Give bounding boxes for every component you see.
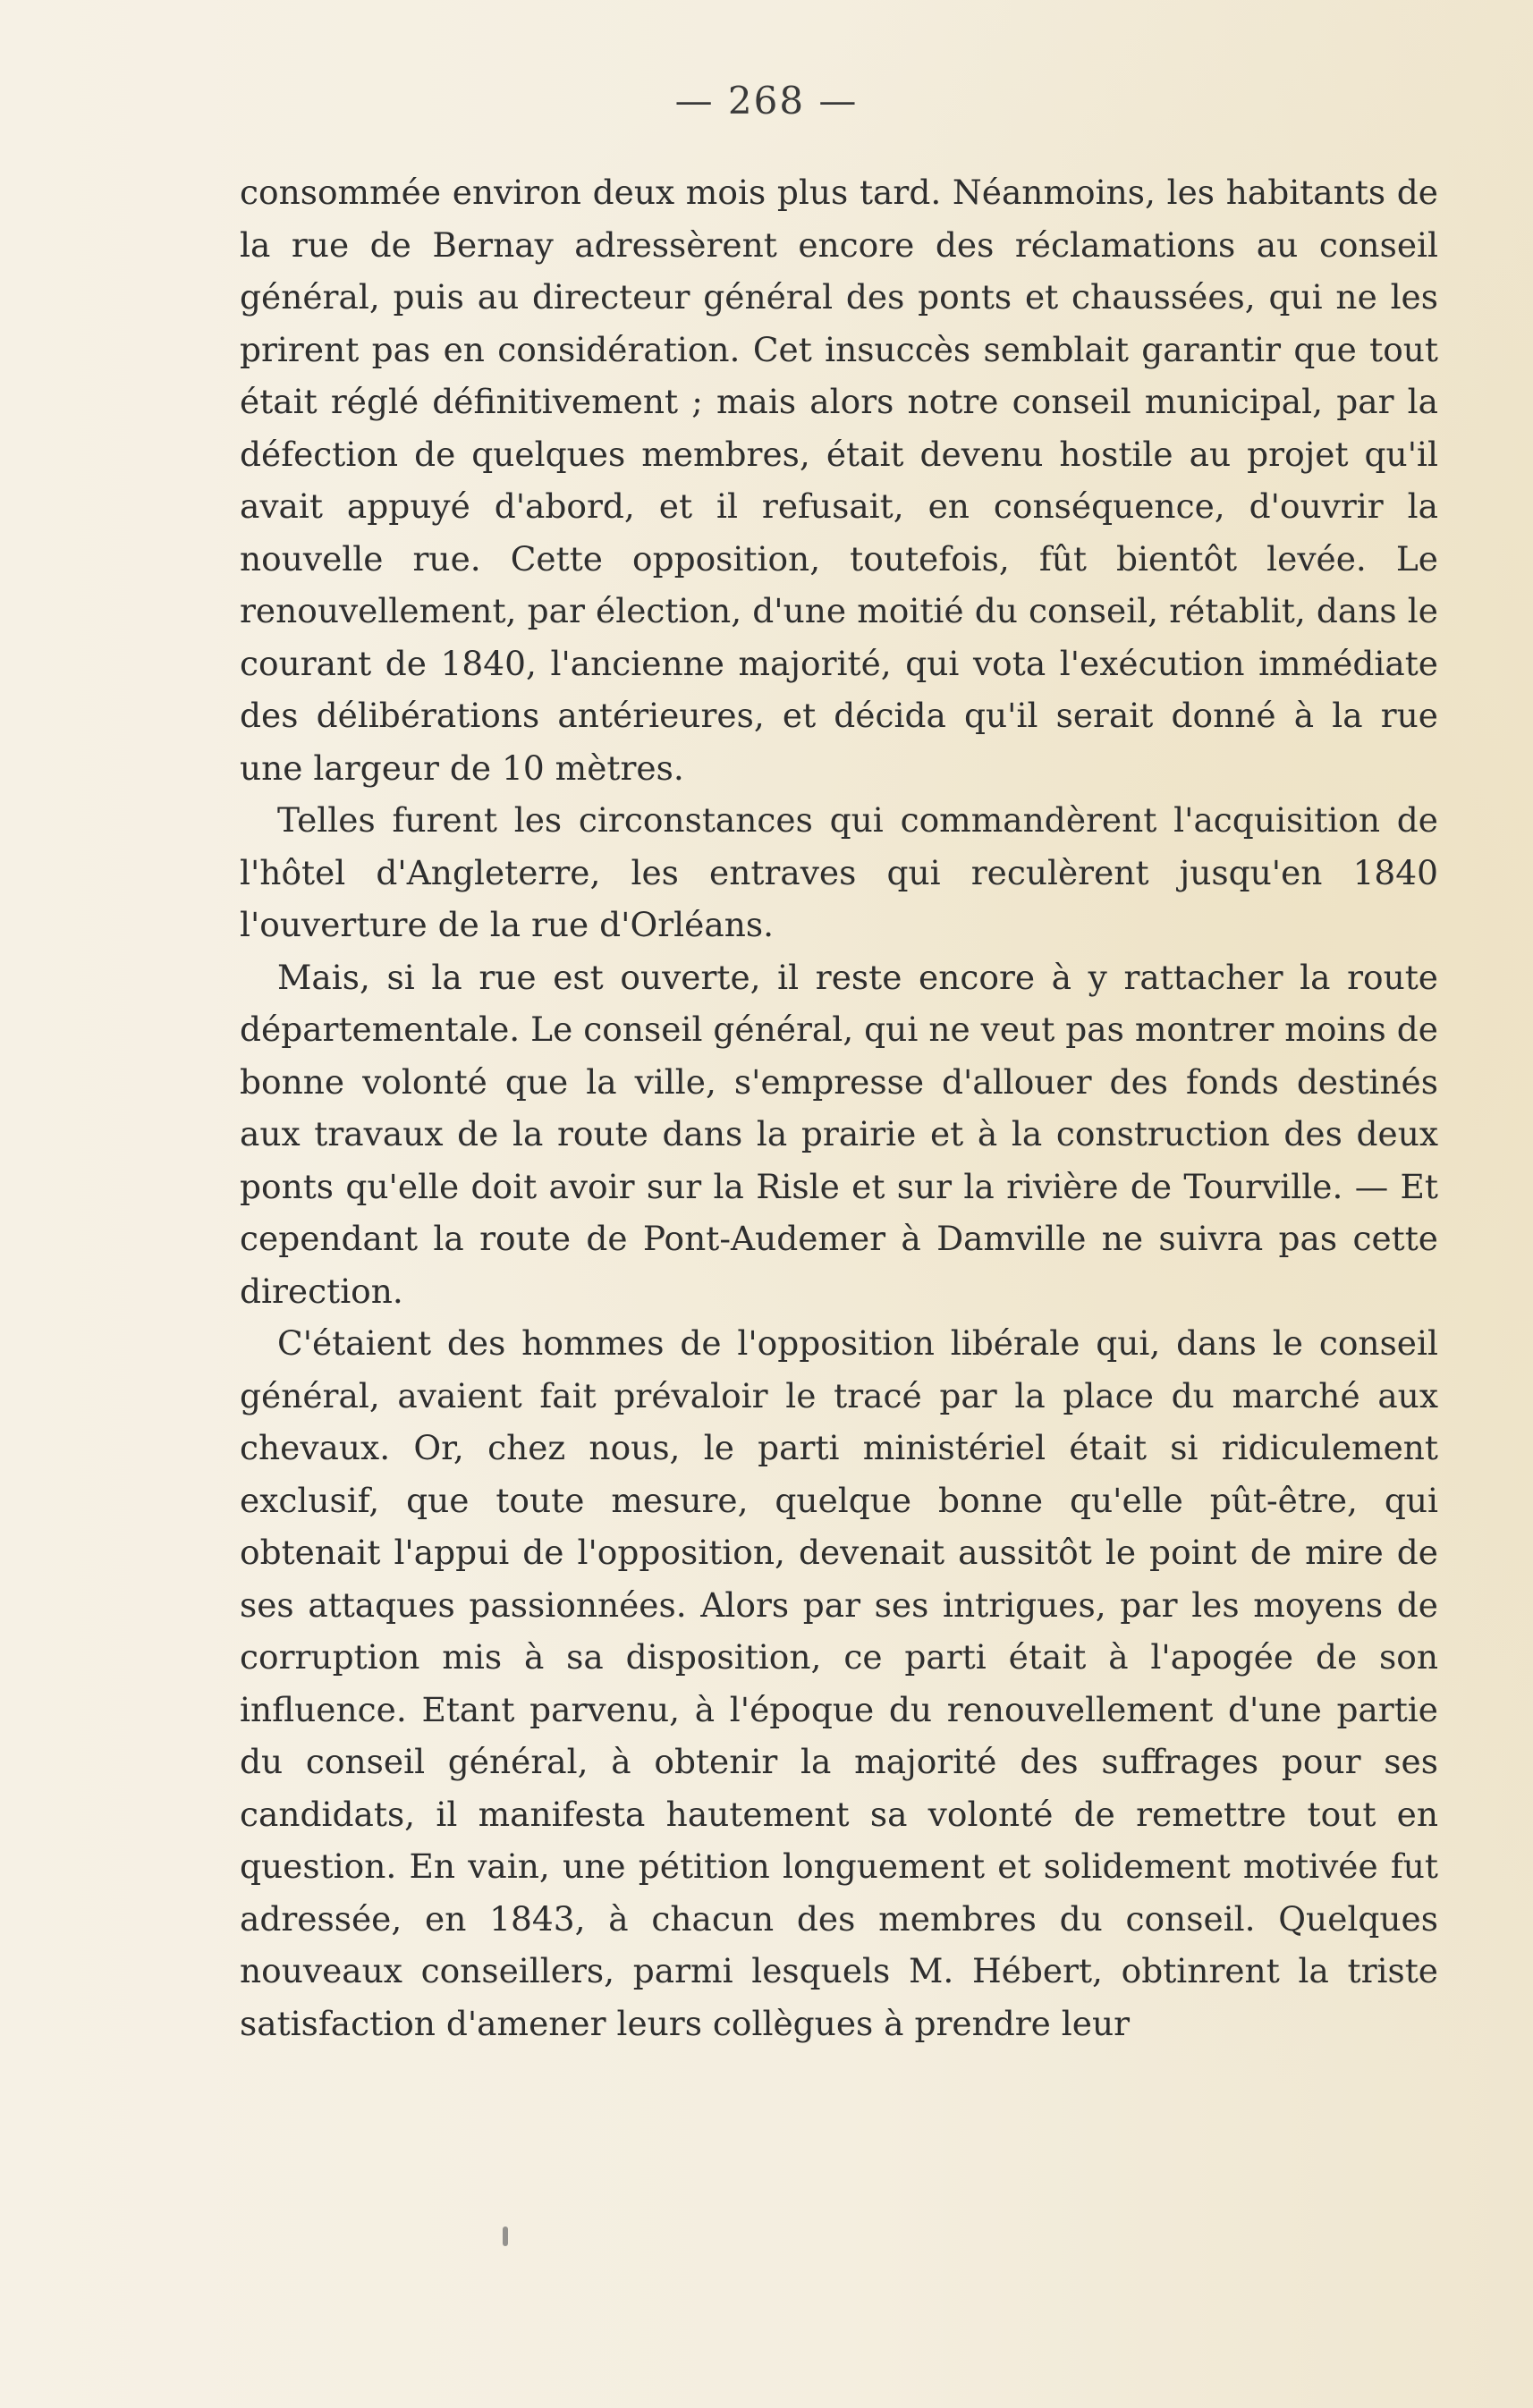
body-text [240, 166, 1438, 2049]
page-number: — 268 — [674, 79, 859, 123]
paragraph-3: Mais, si la rue est ouverte, il reste encore à y rattacher la route départementale. Le conseil général, qui ne veut pas montrer moins de bonne volonté que la ville, s'empresse d'allouer des fonds destinés aux travaux de la route dans la prairie et à la construction des deux ponts qu'elle doit avoir sur la Risle et sur la rivière de Tourville. — Et cependant la route de Pont-Audemer à Damville ne suivra pas cette direction. [240, 957, 1438, 1311]
ink-mark [503, 2226, 508, 2246]
paragraph-1: consommée environ deux mois plus tard. Néanmoins, les habitants de la rue de Bernay adressèrent encore des réclamations au conseil général, puis au directeur général des ponts et chaussées, qui ne les prirent pas en considération. Cet insuccès semblait garantir que tout était réglé définitivement ; mais alors notre conseil municipal, par la défection de quelques membres, était devenu hostile au projet qu'il avait appuyé d'abord, et il refusait, en conséquence, d'ouvrir la nouvelle rue. Cette opposition, toutefois, fût bientôt levée. Le renouvellement, par élection, d'une moitié du conseil, rétablit, dans le courant de 1840, l'ancienne majorité, qui vota l'exécution immédiate des délibérations antérieures, et décida qu'il serait donné à la rue une largeur de 10 mètres. [240, 173, 1438, 788]
paragraph-4: C'étaient des hommes de l'opposition libérale qui, dans le conseil général, avaient fait prévaloir le tracé par la place du marché aux chevaux. Or, chez nous, le parti ministériel était si ridiculement exclusif, que toute mesure, quelque bonne qu'elle pût-être, qui obtenait l'appui de l'opposition, devenait aussitôt le point de mire de ses attaques passionnées. Alors par ses intrigues, par les moyens de corruption mis à sa disposition, ce parti était à l'apogée de son influence. Etant parvenu, à l'époque du renouvellement d'une partie du conseil général, à obtenir la majorité des suffrages pour ses candidats, il manifesta hautement sa volonté de remettre tout en question. En vain, une pétition longuement et solidement motivée fut adressée, en 1843, à chacun des membres du conseil. Quelques nouveaux conseillers, parmi lesquels M. Hébert, obtinrent la triste satisfaction d'amener leurs collègues à prendre leur [240, 1323, 1438, 2043]
paragraph-2: Telles furent les circonstances qui commandèrent l'acquisition de l'hôtel d'Angleterre, les entraves qui reculèrent jusqu'en 1840 l'ouverture de la rue d'Orléans. [240, 800, 1438, 944]
